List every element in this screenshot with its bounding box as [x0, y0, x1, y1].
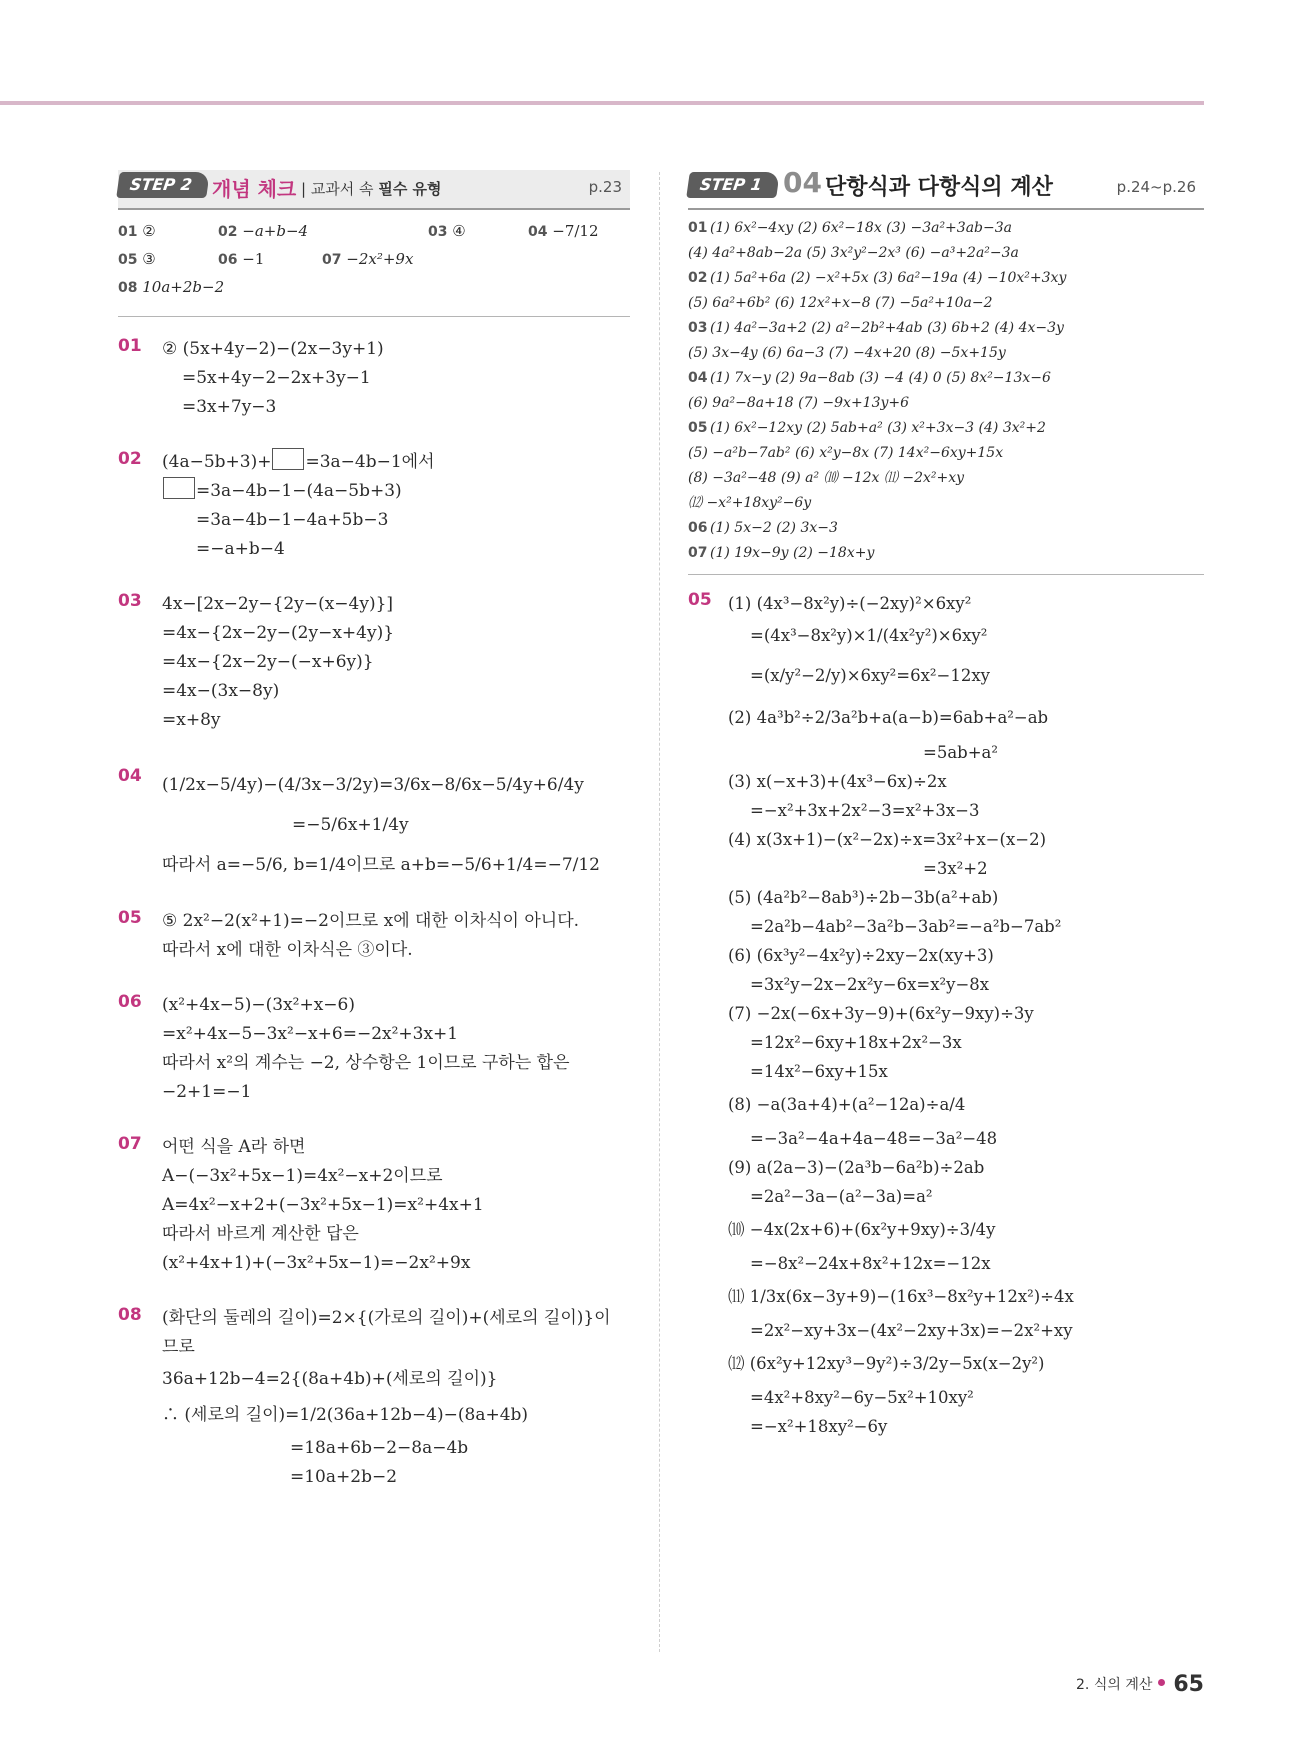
left-column	[118, 168, 630, 1492]
answer-item: 07 −2x²+9x	[322, 250, 414, 268]
problem-number: 05	[118, 908, 142, 928]
page-ref: p.23	[588, 178, 622, 196]
section-subtitle	[301, 178, 442, 199]
problem-number: 03	[118, 591, 142, 611]
solution-line: ⑽ −4x(2x+6)+(6x²y+9xy)÷3/4y	[728, 1220, 996, 1239]
problem-number: 02	[118, 449, 142, 469]
problem	[688, 589, 1204, 1441]
solution-line: =2a²−3a−(a²−3a)=a²	[750, 1187, 933, 1206]
solution-line: 어떤 식을 A라 하면	[162, 1137, 306, 1157]
problem-number: 06	[118, 992, 142, 1012]
solution-line: (1) (4x³−8x²y)÷(−2xy)²×6xy²	[728, 594, 972, 613]
solution-line: ∴ (세로의 길이)=1/2(36a+12b−4)−(8a+4b)	[162, 1405, 529, 1425]
solution-line: (8) −a(3a+4)+(a²−12a)÷a/4	[728, 1095, 966, 1114]
answer-line: (5) 3x−4y (6) 6a−3 (7) −4x+20 (8) −5x+15y	[688, 345, 1006, 361]
solution-line: =14x²−6xy+15x	[750, 1062, 888, 1081]
problem	[118, 765, 630, 885]
problem-number: 05	[688, 590, 712, 610]
solution-line: =4x−(3x−8y)	[162, 681, 280, 701]
problem	[118, 907, 630, 965]
answer-line: ⑿ −x²+18xy²−6y	[688, 495, 812, 511]
answer-line: 02 (1) 5a²+6a (2) −x²+5x (3) 6a²−19a (4) −10x²+3xy	[688, 270, 1067, 286]
solution-line: −2+1=−1	[162, 1082, 252, 1102]
solution-line: =−8x²−24x+8x²+12x=−12x	[750, 1254, 991, 1273]
solution-line: 36a+12b−4=2{(8a+4b)+(세로의 길이)}	[162, 1369, 498, 1389]
answer-line: 05 (1) 6x²−12xy (2) 5ab+a² (3) x²+3x−3 (4) 3x²+2	[688, 420, 1046, 436]
section-number: 04	[783, 166, 822, 199]
solution-line: =−x²+18xy²−6y	[750, 1417, 888, 1436]
solution-line: =2x²−xy+3x−(4x²−2xy+3x)=−2x²+xy	[750, 1321, 1073, 1340]
solution-line: =4x²+8xy²−6y−5x²+10xy²	[750, 1388, 974, 1407]
answer-line: 04 (1) 7x−y (2) 9a−8ab (3) −4 (4) 0 (5) 8x²−13x−6	[688, 370, 1051, 386]
solution-line: =x+8y	[162, 710, 221, 730]
answer-item: 01 ②	[118, 222, 156, 240]
solution-line: (2) 4a³b²÷2/3a²b+a(a−b)=6ab+a²−ab	[728, 708, 1049, 727]
answer-line: (6) 9a²−8a+18 (7) −9x+13y+6	[688, 395, 910, 411]
chapter-label: 2. 식의 계산	[1076, 1677, 1153, 1693]
problem	[118, 991, 630, 1107]
answer-item: 06 −1	[218, 250, 265, 268]
top-rule	[0, 101, 1204, 105]
step-badge: STEP 2	[116, 172, 209, 198]
solution-line: =2a²b−4ab²−3a²b−3ab²=−a²b−7ab²	[750, 917, 1062, 936]
answer-item: 02 −a+b−4	[218, 222, 309, 240]
page-footer	[1076, 1672, 1204, 1697]
solution-line: =−5/6x+1/4y	[292, 815, 409, 835]
section-title: 단항식과 다항식의 계산	[825, 175, 1053, 200]
solution-line: ⑿ (6x²y+12xy³−9y²)÷3/2y−5x(x−2y²)	[728, 1354, 1045, 1373]
solution-line: (x²+4x−5)−(3x²+x−6)	[162, 995, 355, 1015]
bullet-dot-icon	[1158, 1679, 1165, 1686]
answer-line: 07 (1) 19x−9y (2) −18x+y	[688, 545, 875, 561]
answer-item: 04 −7/12	[528, 222, 599, 240]
subtitle-prefix: | 교과서 속	[301, 180, 379, 198]
problem	[118, 590, 630, 735]
solution-line: =(x/y²−2/y)×6xy²=6x²−12xy	[750, 666, 990, 685]
solution-line: 4x−[2x−2y−{2y−(x−4y)}]	[162, 594, 394, 614]
solution-line: A−(−3x²+5x−1)=4x²−x+2이므로	[162, 1166, 443, 1186]
problem	[118, 335, 630, 422]
solution-line: =−a+b−4	[196, 539, 285, 559]
section-title: 개념 체크	[212, 177, 297, 201]
answer-line: 06 (1) 5x−2 (2) 3x−3	[688, 520, 838, 536]
answer-item: 05 ③	[118, 250, 156, 268]
solution-line	[162, 477, 630, 506]
solution-line: =−x²+3x+2x²−3=x²+3x−3	[750, 801, 980, 820]
step-badge: STEP 1	[686, 172, 779, 198]
solution-line: =12x²−6xy+18x+2x²−3x	[750, 1033, 962, 1052]
solution-line: =4x−{2x−2y−(−x+6y)}	[162, 652, 374, 672]
answer-key	[688, 210, 1204, 575]
solution-line	[162, 448, 630, 477]
left-section-header	[118, 168, 630, 210]
solution-line: (1/2x−5/4y)−(4/3x−3/2y)=3/6x−8/6x−5/4y+6/4y	[162, 775, 584, 795]
solution-line: =4x−{2x−2y−(2y−x+4y)}	[162, 623, 395, 643]
solution-line: ② (5x+4y−2)−(2x−3y+1)	[162, 339, 384, 359]
solution-line: =3x²+2	[923, 859, 988, 878]
solution-line: 따라서 x에 대한 이차식은 ③이다.	[162, 940, 413, 960]
solution-line: =3x²y−2x−2x²y−6x=x²y−8x	[750, 975, 990, 994]
solution-line: (5) (4a²b²−8ab³)÷2b−3b(a²+ab)	[728, 888, 999, 907]
answer-line: (5) −a²b−7ab² (6) x²y−8x (7) 14x²−6xy+15x	[688, 445, 1004, 461]
problem	[118, 448, 630, 564]
page-ref: p.24~p.26	[1116, 178, 1196, 196]
answer-item: 03 ④	[428, 222, 466, 240]
blank-box	[163, 477, 195, 499]
solution-line: 므로	[162, 1337, 195, 1357]
expr: (4a−5b+3)+	[162, 452, 272, 472]
problem-number: 04	[118, 766, 142, 786]
problem-number: 07	[118, 1134, 142, 1154]
blank-box	[272, 448, 304, 470]
solution-line: 따라서 x²의 계수는 −2, 상수항은 1이므로 구하는 합은	[162, 1053, 570, 1073]
solution-line: =(4x³−8x²y)×1/(4x²y²)×6xy²	[750, 626, 988, 645]
solution-line: =10a+2b−2	[290, 1467, 398, 1487]
answer-line: 01 (1) 6x²−4xy (2) 6x²−18x (3) −3a²+3ab−3a	[688, 220, 1012, 236]
subtitle-bold: 필수 유형	[378, 180, 442, 198]
solution-line: =3a−4b−1−4a+5b−3	[196, 510, 389, 530]
answer-key	[118, 218, 630, 317]
solution-line: =5ab+a²	[923, 743, 998, 762]
solution-line: =−3a²−4a+4a−48=−3a²−48	[750, 1129, 998, 1148]
problem	[118, 1304, 630, 1492]
answer-line: 03 (1) 4a²−3a+2 (2) a²−2b²+4ab (3) 6b+2 (4) 4x−3y	[688, 320, 1064, 336]
expr: =3a−4b−1−(4a−5b+3)	[196, 481, 402, 501]
solution-line: (화단의 둘레의 길이)=2×{(가로의 길이)+(세로의 길이)}이	[162, 1308, 611, 1328]
solution-line: =x²+4x−5−3x²−x+6=−2x²+3x+1	[162, 1024, 459, 1044]
solution-line: ⑾ 1/3x(6x−3y+9)−(16x³−8x²y+12x²)÷4x	[728, 1287, 1074, 1306]
solution-line: (6) (6x³y²−4x²y)÷2xy−2x(xy+3)	[728, 946, 994, 965]
column-divider	[659, 172, 660, 1652]
solution-line: =5x+4y−2−2x+3y−1	[182, 368, 371, 388]
problem-number: 08	[118, 1305, 142, 1325]
right-column	[688, 168, 1204, 1441]
answer-item: 08 10a+2b−2	[118, 278, 225, 296]
answer-line: (5) 6a²+6b² (6) 12x²+x−8 (7) −5a²+10a−2	[688, 295, 993, 311]
problem-number: 01	[118, 336, 142, 356]
solution-line: ⑤ 2x²−2(x²+1)=−2이므로 x에 대한 이차식이 아니다.	[162, 911, 580, 931]
solution-line: 따라서 바르게 계산한 답은	[162, 1224, 359, 1244]
solution-line: (7) −2x(−6x+3y−9)+(6x²y−9xy)÷3y	[728, 1004, 1034, 1023]
solution-line: 따라서 a=−5/6, b=1/4이므로 a+b=−5/6+1/4=−7/12	[162, 855, 600, 875]
problem	[118, 1133, 630, 1278]
expr: =3a−4b−1에서	[305, 452, 435, 472]
solution-line: (3) x(−x+3)+(4x³−6x)÷2x	[728, 772, 947, 791]
page-number: 65	[1173, 1672, 1204, 1697]
right-section-header	[688, 168, 1204, 210]
solution-line: =3x+7y−3	[182, 397, 277, 417]
answer-line: (4) 4a²+8ab−2a (5) 3x²y²−2x³ (6) −a³+2a²−3a	[688, 245, 1019, 261]
solution-line: (x²+4x+1)+(−3x²+5x−1)=−2x²+9x	[162, 1253, 471, 1273]
solution-line: (9) a(2a−3)−(2a³b−6a²b)÷2ab	[728, 1158, 985, 1177]
solution-line: (4) x(3x+1)−(x²−2x)÷x=3x²+x−(x−2)	[728, 830, 1047, 849]
answer-line: (8) −3a²−48 (9) a² ⑽ −12x ⑾ −2x²+xy	[688, 470, 965, 486]
solution-line: =18a+6b−2−8a−4b	[290, 1438, 469, 1458]
solution-line: A=4x²−x+2+(−3x²+5x−1)=x²+4x+1	[162, 1195, 484, 1215]
